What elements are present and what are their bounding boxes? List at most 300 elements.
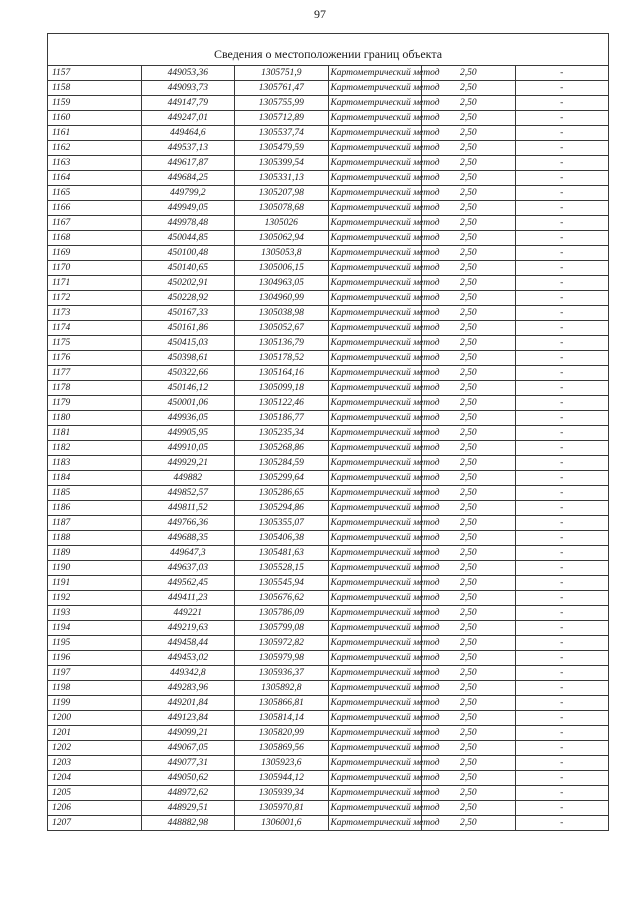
coordinate-x-cell: 448972,62 [141, 786, 235, 801]
coordinate-y-cell: 1305755,99 [235, 96, 329, 111]
description-cell: - [515, 546, 609, 561]
accuracy-cell: 2,50 [422, 171, 516, 186]
table-row [48, 756, 609, 771]
accuracy-cell: 2,50 [422, 456, 516, 471]
description-cell: - [515, 771, 609, 786]
description-cell: - [515, 711, 609, 726]
description-cell: - [515, 531, 609, 546]
table-row [48, 516, 609, 531]
coordinate-x-cell: 449147,79 [141, 96, 235, 111]
point-number-cell: 1189 [48, 546, 142, 561]
coordinate-y-cell: 1305235,34 [235, 426, 329, 441]
point-number-cell: 1166 [48, 201, 142, 216]
description-cell: - [515, 591, 609, 606]
coordinate-x-cell: 449458,44 [141, 636, 235, 651]
coordinate-x-cell: 450161,86 [141, 321, 235, 336]
coordinate-y-cell: 1305481,63 [235, 546, 329, 561]
coordinate-y-cell: 1305923,6 [235, 756, 329, 771]
point-number-cell: 1163 [48, 156, 142, 171]
coordinate-x-cell: 449219,63 [141, 621, 235, 636]
coordinate-x-cell: 450001,06 [141, 396, 235, 411]
accuracy-cell: 2,50 [422, 561, 516, 576]
accuracy-cell: 2,50 [422, 201, 516, 216]
coordinate-x-cell: 449684,25 [141, 171, 235, 186]
point-number-cell: 1205 [48, 786, 142, 801]
accuracy-cell: 2,50 [422, 486, 516, 501]
coordinate-y-cell: 1304960,99 [235, 291, 329, 306]
coordinate-x-cell: 449905,95 [141, 426, 235, 441]
coordinate-y-cell: 1305294,86 [235, 501, 329, 516]
accuracy-cell: 2,50 [422, 156, 516, 171]
point-number-cell: 1196 [48, 651, 142, 666]
description-cell: - [515, 681, 609, 696]
description-cell: - [515, 81, 609, 96]
table-row [48, 771, 609, 786]
table-row [48, 741, 609, 756]
accuracy-cell: 2,50 [422, 426, 516, 441]
coordinate-y-cell: 1305479,59 [235, 141, 329, 156]
description-cell: - [515, 276, 609, 291]
table-row [48, 231, 609, 246]
method-cell: Картометрический метод [328, 441, 422, 456]
table-row [48, 456, 609, 471]
table-row [48, 336, 609, 351]
description-cell: - [515, 696, 609, 711]
table-body [48, 34, 609, 831]
coordinate-x-cell: 449247,01 [141, 111, 235, 126]
table-row [48, 486, 609, 501]
point-number-cell: 1162 [48, 141, 142, 156]
point-number-cell: 1204 [48, 771, 142, 786]
table-row [48, 576, 609, 591]
method-cell: Картометрический метод [328, 516, 422, 531]
coordinate-y-cell: 1305972,82 [235, 636, 329, 651]
coordinate-y-cell: 1305006,15 [235, 261, 329, 276]
description-cell: - [515, 426, 609, 441]
boundary-coordinates-table [47, 33, 609, 831]
coordinate-y-cell: 1305038,98 [235, 306, 329, 321]
method-cell: Картометрический метод [328, 291, 422, 306]
description-cell: - [515, 111, 609, 126]
method-cell: Картометрический метод [328, 651, 422, 666]
coordinate-x-cell: 450100,48 [141, 246, 235, 261]
accuracy-cell: 2,50 [422, 576, 516, 591]
coordinate-y-cell: 1305186,77 [235, 411, 329, 426]
method-cell: Картометрический метод [328, 216, 422, 231]
coordinate-x-cell: 449221 [141, 606, 235, 621]
method-cell: Картометрический метод [328, 741, 422, 756]
coordinate-y-cell: 1305268,86 [235, 441, 329, 456]
table-row [48, 381, 609, 396]
coordinate-x-cell: 449766,36 [141, 516, 235, 531]
point-number-cell: 1183 [48, 456, 142, 471]
description-cell: - [515, 126, 609, 141]
coordinate-x-cell: 449929,21 [141, 456, 235, 471]
table-row [48, 321, 609, 336]
accuracy-cell: 2,50 [422, 696, 516, 711]
description-cell: - [515, 411, 609, 426]
table-row [48, 126, 609, 141]
point-number-cell: 1174 [48, 321, 142, 336]
coordinate-x-cell: 449910,05 [141, 441, 235, 456]
accuracy-cell: 2,50 [422, 276, 516, 291]
coordinate-x-cell: 449852,57 [141, 486, 235, 501]
description-cell: - [515, 396, 609, 411]
point-number-cell: 1197 [48, 666, 142, 681]
coordinate-x-cell: 449050,62 [141, 771, 235, 786]
coordinate-y-cell: 1305355,07 [235, 516, 329, 531]
coordinate-x-cell: 450167,33 [141, 306, 235, 321]
method-cell: Картометрический метод [328, 681, 422, 696]
point-number-cell: 1175 [48, 336, 142, 351]
table-row [48, 276, 609, 291]
coordinate-y-cell: 1305936,37 [235, 666, 329, 681]
coordinate-x-cell: 449811,52 [141, 501, 235, 516]
method-cell: Картометрический метод [328, 576, 422, 591]
accuracy-cell: 2,50 [422, 471, 516, 486]
coordinate-x-cell: 448929,51 [141, 801, 235, 816]
point-number-cell: 1173 [48, 306, 142, 321]
coordinate-x-cell: 450228,92 [141, 291, 235, 306]
point-number-cell: 1167 [48, 216, 142, 231]
accuracy-cell: 2,50 [422, 366, 516, 381]
coordinate-x-cell: 449562,45 [141, 576, 235, 591]
method-cell: Картометрический метод [328, 261, 422, 276]
accuracy-cell: 2,50 [422, 711, 516, 726]
table-row [48, 216, 609, 231]
coordinate-y-cell: 1305799,08 [235, 621, 329, 636]
coordinate-x-cell: 449201,84 [141, 696, 235, 711]
accuracy-cell: 2,50 [422, 726, 516, 741]
description-cell: - [515, 486, 609, 501]
method-cell: Картометрический метод [328, 246, 422, 261]
method-cell: Картометрический метод [328, 486, 422, 501]
table-row [48, 591, 609, 606]
point-number-cell: 1190 [48, 561, 142, 576]
table-row [48, 711, 609, 726]
coordinate-x-cell: 449411,23 [141, 591, 235, 606]
description-cell: - [515, 156, 609, 171]
description-cell: - [515, 66, 609, 81]
point-number-cell: 1171 [48, 276, 142, 291]
description-cell: - [515, 561, 609, 576]
coordinate-y-cell: 1305761,47 [235, 81, 329, 96]
table-row [48, 306, 609, 321]
table-row [48, 606, 609, 621]
table-row [48, 186, 609, 201]
table-row [48, 501, 609, 516]
coordinate-y-cell: 1305026 [235, 216, 329, 231]
accuracy-cell: 2,50 [422, 771, 516, 786]
table-row [48, 651, 609, 666]
point-number-cell: 1161 [48, 126, 142, 141]
method-cell: Картометрический метод [328, 531, 422, 546]
point-number-cell: 1198 [48, 681, 142, 696]
point-number-cell: 1192 [48, 591, 142, 606]
description-cell: - [515, 321, 609, 336]
table-row [48, 396, 609, 411]
description-cell: - [515, 96, 609, 111]
coordinate-y-cell: 1305284,59 [235, 456, 329, 471]
point-number-cell: 1201 [48, 726, 142, 741]
method-cell: Картометрический метод [328, 771, 422, 786]
coordinate-x-cell: 450146,12 [141, 381, 235, 396]
coordinate-y-cell: 1305122,46 [235, 396, 329, 411]
table-row [48, 471, 609, 486]
method-cell: Картометрический метод [328, 606, 422, 621]
point-number-cell: 1179 [48, 396, 142, 411]
method-cell: Картометрический метод [328, 126, 422, 141]
description-cell: - [515, 201, 609, 216]
coordinate-x-cell: 449978,48 [141, 216, 235, 231]
accuracy-cell: 2,50 [422, 216, 516, 231]
coordinate-y-cell: 1305406,38 [235, 531, 329, 546]
point-number-cell: 1187 [48, 516, 142, 531]
point-number-cell: 1164 [48, 171, 142, 186]
table-row [48, 681, 609, 696]
accuracy-cell: 2,50 [422, 396, 516, 411]
accuracy-cell: 2,50 [422, 516, 516, 531]
method-cell: Картометрический метод [328, 231, 422, 246]
description-cell: - [515, 756, 609, 771]
point-number-cell: 1184 [48, 471, 142, 486]
method-cell: Картометрический метод [328, 66, 422, 81]
coordinate-y-cell: 1305099,18 [235, 381, 329, 396]
coordinate-x-cell: 450322,66 [141, 366, 235, 381]
coordinate-y-cell: 1305786,09 [235, 606, 329, 621]
description-cell: - [515, 291, 609, 306]
point-number-cell: 1172 [48, 291, 142, 306]
accuracy-cell: 2,50 [422, 621, 516, 636]
description-cell: - [515, 816, 609, 831]
description-cell: - [515, 336, 609, 351]
description-cell: - [515, 801, 609, 816]
description-cell: - [515, 366, 609, 381]
coordinate-y-cell: 1305399,54 [235, 156, 329, 171]
table-row [48, 786, 609, 801]
point-number-cell: 1165 [48, 186, 142, 201]
accuracy-cell: 2,50 [422, 126, 516, 141]
coordinate-y-cell: 1305062,94 [235, 231, 329, 246]
coordinate-x-cell: 449077,31 [141, 756, 235, 771]
coordinate-x-cell: 449342,8 [141, 666, 235, 681]
coordinate-y-cell: 1305944,12 [235, 771, 329, 786]
coordinate-y-cell: 1305078,68 [235, 201, 329, 216]
table-row [48, 96, 609, 111]
coordinate-x-cell: 449464,6 [141, 126, 235, 141]
coordinate-y-cell: 1305331,13 [235, 171, 329, 186]
coordinate-x-cell: 450415,03 [141, 336, 235, 351]
point-number-cell: 1159 [48, 96, 142, 111]
accuracy-cell: 2,50 [422, 186, 516, 201]
coordinate-y-cell: 1305299,64 [235, 471, 329, 486]
page-number: 97 [314, 7, 326, 21]
method-cell: Картометрический метод [328, 81, 422, 96]
coordinate-x-cell: 450398,61 [141, 351, 235, 366]
accuracy-cell: 2,50 [422, 306, 516, 321]
coordinate-y-cell: 1305814,14 [235, 711, 329, 726]
point-number-cell: 1195 [48, 636, 142, 651]
description-cell: - [515, 606, 609, 621]
description-cell: - [515, 261, 609, 276]
table-row [48, 141, 609, 156]
accuracy-cell: 2,50 [422, 651, 516, 666]
coordinate-y-cell: 1305052,67 [235, 321, 329, 336]
accuracy-cell: 2,50 [422, 336, 516, 351]
coordinate-x-cell: 449453,02 [141, 651, 235, 666]
method-cell: Картометрический метод [328, 396, 422, 411]
coordinate-x-cell: 449537,13 [141, 141, 235, 156]
description-cell: - [515, 306, 609, 321]
accuracy-cell: 2,50 [422, 81, 516, 96]
point-number-cell: 1207 [48, 816, 142, 831]
point-number-cell: 1176 [48, 351, 142, 366]
coordinate-x-cell: 448882,98 [141, 816, 235, 831]
point-number-cell: 1180 [48, 411, 142, 426]
coordinate-y-cell: 1305712,89 [235, 111, 329, 126]
description-cell: - [515, 516, 609, 531]
coordinate-x-cell: 450044,85 [141, 231, 235, 246]
accuracy-cell: 2,50 [422, 351, 516, 366]
accuracy-cell: 2,50 [422, 321, 516, 336]
point-number-cell: 1178 [48, 381, 142, 396]
accuracy-cell: 2,50 [422, 591, 516, 606]
accuracy-cell: 2,50 [422, 96, 516, 111]
table-row [48, 351, 609, 366]
method-cell: Картометрический метод [328, 306, 422, 321]
table-row [48, 111, 609, 126]
description-cell: - [515, 441, 609, 456]
method-cell: Картометрический метод [328, 171, 422, 186]
coordinate-x-cell: 449647,3 [141, 546, 235, 561]
table-row [48, 801, 609, 816]
method-cell: Картометрический метод [328, 456, 422, 471]
accuracy-cell: 2,50 [422, 786, 516, 801]
method-cell: Картометрический метод [328, 321, 422, 336]
coordinate-x-cell: 449053,36 [141, 66, 235, 81]
description-cell: - [515, 186, 609, 201]
point-number-cell: 1199 [48, 696, 142, 711]
method-cell: Картометрический метод [328, 816, 422, 831]
point-number-cell: 1181 [48, 426, 142, 441]
accuracy-cell: 2,50 [422, 756, 516, 771]
coordinate-y-cell: 1305979,98 [235, 651, 329, 666]
accuracy-cell: 2,50 [422, 246, 516, 261]
table-row [48, 621, 609, 636]
table-row [48, 426, 609, 441]
coordinate-y-cell: 1305939,34 [235, 786, 329, 801]
coordinate-x-cell: 449283,96 [141, 681, 235, 696]
method-cell: Картометрический метод [328, 546, 422, 561]
description-cell: - [515, 141, 609, 156]
accuracy-cell: 2,50 [422, 606, 516, 621]
coordinate-y-cell: 1305869,56 [235, 741, 329, 756]
table-row [48, 291, 609, 306]
coordinate-x-cell: 450140,65 [141, 261, 235, 276]
coordinate-y-cell: 1305970,81 [235, 801, 329, 816]
coordinate-y-cell: 1305528,15 [235, 561, 329, 576]
point-number-cell: 1169 [48, 246, 142, 261]
coordinate-y-cell: 1305178,52 [235, 351, 329, 366]
table-row [48, 531, 609, 546]
coordinate-x-cell: 449617,87 [141, 156, 235, 171]
accuracy-cell: 2,50 [422, 531, 516, 546]
coordinate-y-cell: 1305820,99 [235, 726, 329, 741]
description-cell: - [515, 576, 609, 591]
table-row [48, 666, 609, 681]
description-cell: - [515, 666, 609, 681]
method-cell: Картометрический метод [328, 111, 422, 126]
table-header-row [48, 34, 609, 66]
table-row [48, 246, 609, 261]
description-cell: - [515, 216, 609, 231]
table-row [48, 636, 609, 651]
method-cell: Картометрический метод [328, 96, 422, 111]
table-row [48, 441, 609, 456]
description-cell: - [515, 351, 609, 366]
coordinate-x-cell: 449093,73 [141, 81, 235, 96]
point-number-cell: 1200 [48, 711, 142, 726]
coordinate-y-cell: 1306001,6 [235, 816, 329, 831]
accuracy-cell: 2,50 [422, 231, 516, 246]
description-cell: - [515, 231, 609, 246]
table-row [48, 81, 609, 96]
method-cell: Картометрический метод [328, 276, 422, 291]
accuracy-cell: 2,50 [422, 441, 516, 456]
accuracy-cell: 2,50 [422, 801, 516, 816]
accuracy-cell: 2,50 [422, 681, 516, 696]
method-cell: Картометрический метод [328, 186, 422, 201]
table-row [48, 156, 609, 171]
method-cell: Картометрический метод [328, 141, 422, 156]
coordinate-y-cell: 1305751,9 [235, 66, 329, 81]
coordinate-y-cell: 1305164,16 [235, 366, 329, 381]
method-cell: Картометрический метод [328, 501, 422, 516]
accuracy-cell: 2,50 [422, 381, 516, 396]
table-row [48, 561, 609, 576]
accuracy-cell: 2,50 [422, 816, 516, 831]
coordinate-x-cell: 450202,91 [141, 276, 235, 291]
accuracy-cell: 2,50 [422, 501, 516, 516]
accuracy-cell: 2,50 [422, 741, 516, 756]
table-row [48, 696, 609, 711]
coordinate-x-cell: 449123,84 [141, 711, 235, 726]
method-cell: Картометрический метод [328, 711, 422, 726]
method-cell: Картометрический метод [328, 621, 422, 636]
table-row [48, 726, 609, 741]
table-row [48, 546, 609, 561]
method-cell: Картометрический метод [328, 666, 422, 681]
description-cell: - [515, 786, 609, 801]
method-cell: Картометрический метод [328, 561, 422, 576]
method-cell: Картометрический метод [328, 756, 422, 771]
method-cell: Картометрический метод [328, 351, 422, 366]
coordinate-x-cell: 449637,03 [141, 561, 235, 576]
point-number-cell: 1191 [48, 576, 142, 591]
description-cell: - [515, 621, 609, 636]
table-row [48, 261, 609, 276]
description-cell: - [515, 651, 609, 666]
description-cell: - [515, 381, 609, 396]
method-cell: Картометрический метод [328, 381, 422, 396]
coordinate-y-cell: 1305537,74 [235, 126, 329, 141]
method-cell: Картометрический метод [328, 336, 422, 351]
coordinate-y-cell: 1305286,65 [235, 486, 329, 501]
point-number-cell: 1193 [48, 606, 142, 621]
point-number-cell: 1203 [48, 756, 142, 771]
coordinate-y-cell: 1304963,05 [235, 276, 329, 291]
description-cell: - [515, 246, 609, 261]
